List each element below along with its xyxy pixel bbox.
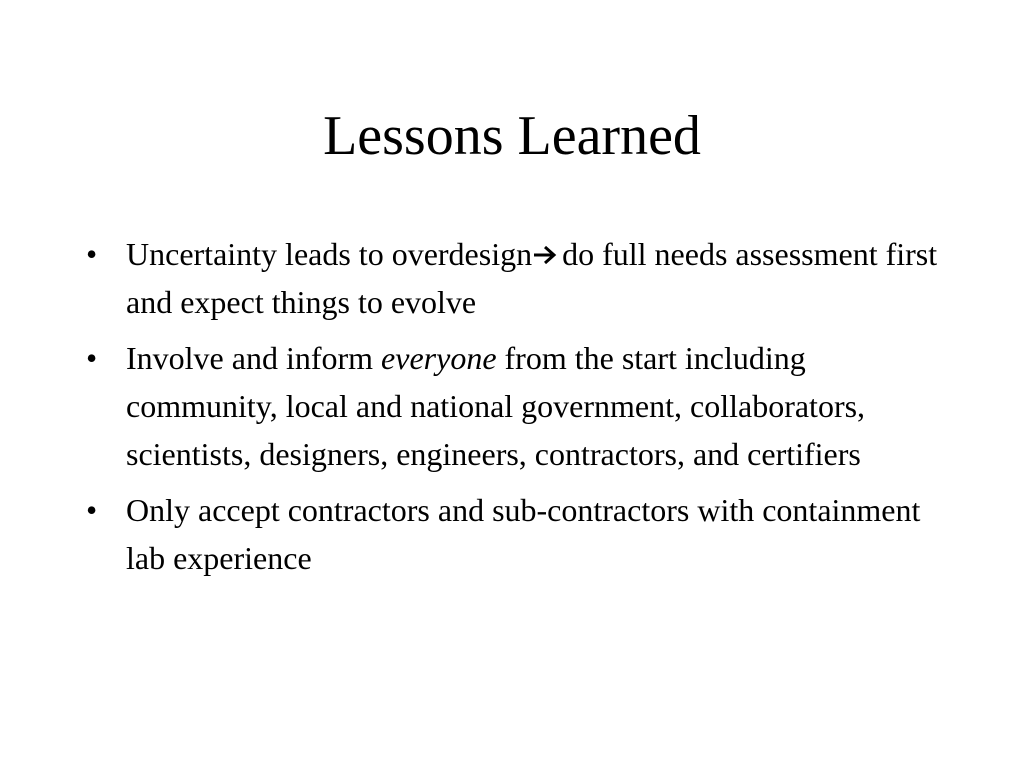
bullet-item-uncertainty <box>86 230 946 326</box>
bullet-emphasis: everyone <box>381 340 497 376</box>
bullet-text-part: from the start including community, local and national government, collaborators, scientists, designers, engineers, contractors, and certifiers <box>126 340 866 472</box>
bullet-text-part: Involve and inform <box>126 340 382 376</box>
bullet-dot: • <box>86 236 98 272</box>
slide-title: Lessons Learned <box>323 105 701 167</box>
right-arrow-icon <box>532 244 558 266</box>
bullet-item-contractors <box>86 486 946 582</box>
bullet-text: Only accept contractors and sub-contractors with containment lab experience <box>126 492 921 576</box>
bullet-item-involve <box>86 334 946 478</box>
bullet-dot: • <box>86 340 98 376</box>
bullet-text-part: Uncertainty leads to overdesign <box>126 236 533 272</box>
bullet-list <box>86 230 946 590</box>
bullet-text-part: do full needs assessment first and expect things to evolve <box>126 236 938 320</box>
bullet-dot: • <box>86 492 98 528</box>
